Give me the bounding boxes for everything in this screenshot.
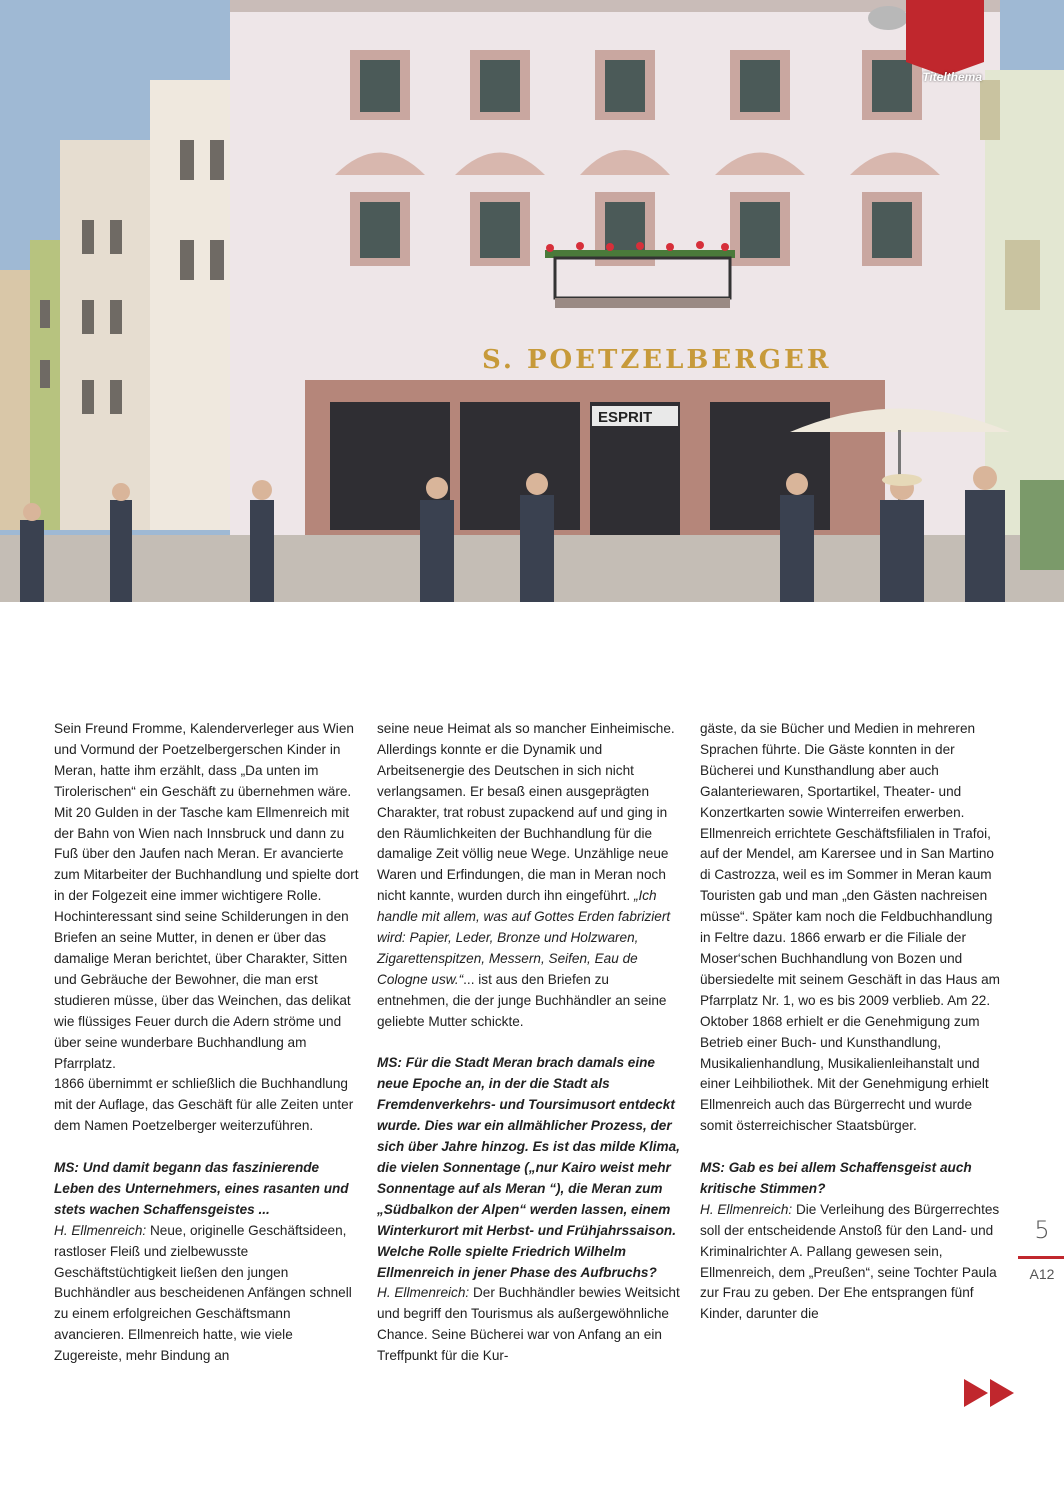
paragraph: 1866 übernimmt er schließlich die Buchhandlung mit der Auflage, das Geschäft für alle Zeiten unter dem Namen Poetzelberger weiterzuführen. bbox=[54, 1076, 354, 1134]
continue-arrows-icon[interactable] bbox=[964, 1379, 1016, 1412]
speaker-name: H. Ellmenreich: bbox=[54, 1222, 147, 1238]
article-column-3 bbox=[700, 719, 1006, 1325]
paragraph-text: ... ist aus den Briefen zu entnehmen, die der junge Buchhändler an seine geliebte Mutter schickte. bbox=[377, 971, 667, 1029]
answer-text: Der Buchhändler bewies Weitsicht und begriff den Tourismus als außergewöhnliche Chance. Seine Bücherei war von Anfang an ein Treffpunkt für die Kur- bbox=[377, 1285, 680, 1364]
interview-answer bbox=[54, 1221, 360, 1367]
hero-photo bbox=[0, 0, 1064, 602]
paragraph: Sein Freund Fromme, Kalenderverleger aus Wien und Vormund der Poetzelbergerschen Kinder in Meran, hatte ihm erzählt, dass „Da unten im Tirolerischen“ ein Geschäft zu übernehmen wäre. Mit 20 Gulden in der Tasche kam Ellmenreich mit der Bahn von Wien nach Innsbruck und dann zu Fuß über den Jaufen nach Meran. Er avancierte zum Mitarbeiter der Buchhandlung und spielte dort in der Folgezeit eine immer wichtigere Rolle. Hochinteressant sind seine Schilderungen in den Briefen an seine Mutter, in denen er über das damalige Meran berichtet, über Charakter, Sitten und Gebräuche der Bewohner, die man erst studieren müsse, über das Weinchen, das delikat wie flüssiges Feuer durch die Adern ströme und über seine wunderbare Buchhandlung am Pfarrplatz. bbox=[54, 721, 359, 1071]
speaker-name: H. Ellmenreich: bbox=[700, 1201, 793, 1217]
shop-sign: S. POETZELBERGER bbox=[482, 345, 832, 375]
interview-answer bbox=[377, 1283, 683, 1367]
paragraph: gäste, da sie Bücher und Medien in mehreren Sprachen führte. Die Gäste konnten in der Bücherei und Kunsthandlung aber auch Galanteriewaren, Sportartikel, Theater- und Konzertkarten sowie Winterreifen erwerben. Ellmenreich errichtete Geschäftsfilialen in Trafoi, auf der Mendel, am Karersee und in San Martino di Castrozza, weil es im Sommer in Meran kaum Touristen gab und man „den Gästen nachreisen müsse“. Später kam noch die Feldbuchhandlung in Feltre dazu. 1866 erwarb er die Filiale der Moser‘schen Buchhandlung von Bozen und übersiedelte mit seinem Geschäft in das Haus am Pfarrplatz Nr. 1, wo es bis 2009 verblieb. Am 22. Oktober 1868 erhielt er die Genehmigung zum Betrieb einer Buch- und Kunsthandlung, Musikalienhandlung, Musikalienleihanstalt und einer Leihbiliothek. Mit der Genehmigung erhielt Ellmenreich auch das Bürgerrecht und wurde somit österreichischer Staatsbürger. bbox=[700, 721, 1000, 1134]
store-brand: ESPRIT bbox=[598, 409, 653, 426]
article-column-1 bbox=[54, 719, 360, 1367]
interview-question: MS: Gab es bei allem Schaffensgeist auch kritische Stimmen? bbox=[700, 1160, 972, 1196]
answer-text: Die Verleihung des Bürgerrechtes soll der entscheidende Anstoß für den Land- und Kriminalrichter A. Pallang gewesen sein, Ellmenreich, dem „Preußen“, seine Tochter Paula zur Frau zu geben. Der Ehe entsprangen fünf Kinder, darunter die bbox=[700, 1201, 1000, 1322]
page-number: 5 bbox=[1034, 1216, 1050, 1244]
answer-text: Neue, originelle Geschäftsideen, rastloser Fleiß und zielbewusste Geschäftstüchtigkeit ließen den jungen Buchhändler aus bescheidenen Anfängen schnell zu einem erfolgreichen Geschäftsmann avancieren. Ellmenreich hatte, wie viele Zugereiste, mehr Bindung an bbox=[54, 1222, 352, 1364]
interview-question: MS: Für die Stadt Meran brach damals eine neue Epoche an, in der die Stadt als Fremdenverkehrs- und Toursimusort entdeckt wurde. Dies war ein allmählicher Prozess, der sich über Jahre hinzog. Es ist das milde Klima, die vielen Sonnentage („nur Kairo weist mehr Sonnentage auf als Meran “), die Meran zum „Südbalkon der Alpen“ werden lassen, einem Winterkurort mit Herbst- und Frühjahrssaison. Welche Rolle spielte Friedrich Wilhelm Ellmenreich in jener Phase des Aufbruchs? bbox=[377, 1055, 680, 1280]
paragraph-text: seine neue Heimat als so mancher Einheimische. Allerdings konnte er die Dynamik und Arbeitsenergie des Deutschen in sich nicht verlangsamen. Er besaß einen ausgeprägten Charakter, trat robust zupackend auf und ging in den Räumlichkeiten der Buchhandlung für die damalige Zeit völlig neue Wege. Unzählige neue Waren und Erfindungen, die man in Meran noch nicht kannte, wurden durch ihn eingeführt. bbox=[377, 721, 675, 904]
interview-answer bbox=[700, 1200, 1006, 1325]
section-tab bbox=[906, 0, 984, 62]
section-label: Titelthema bbox=[922, 70, 982, 84]
letter-quote: „Ich handle mit allem, was auf Gottes Erden fabriziert wird: Papier, Leder, Bronze und Holzwaren, Zigarettenspitzen, Messern, Seifen, Eau de Cologne usw.“ bbox=[377, 888, 671, 987]
interview-question: MS: Und damit begann das faszinierende Leben des Unternehmers, eines rasanten und stets wachen Schaffensgeistes ... bbox=[54, 1160, 349, 1217]
page-rule bbox=[1018, 1256, 1064, 1259]
article-column-2 bbox=[377, 719, 683, 1367]
speaker-name: H. Ellmenreich: bbox=[377, 1285, 470, 1301]
paragraph bbox=[377, 719, 683, 1033]
issue-label: A12 bbox=[1029, 1266, 1055, 1282]
